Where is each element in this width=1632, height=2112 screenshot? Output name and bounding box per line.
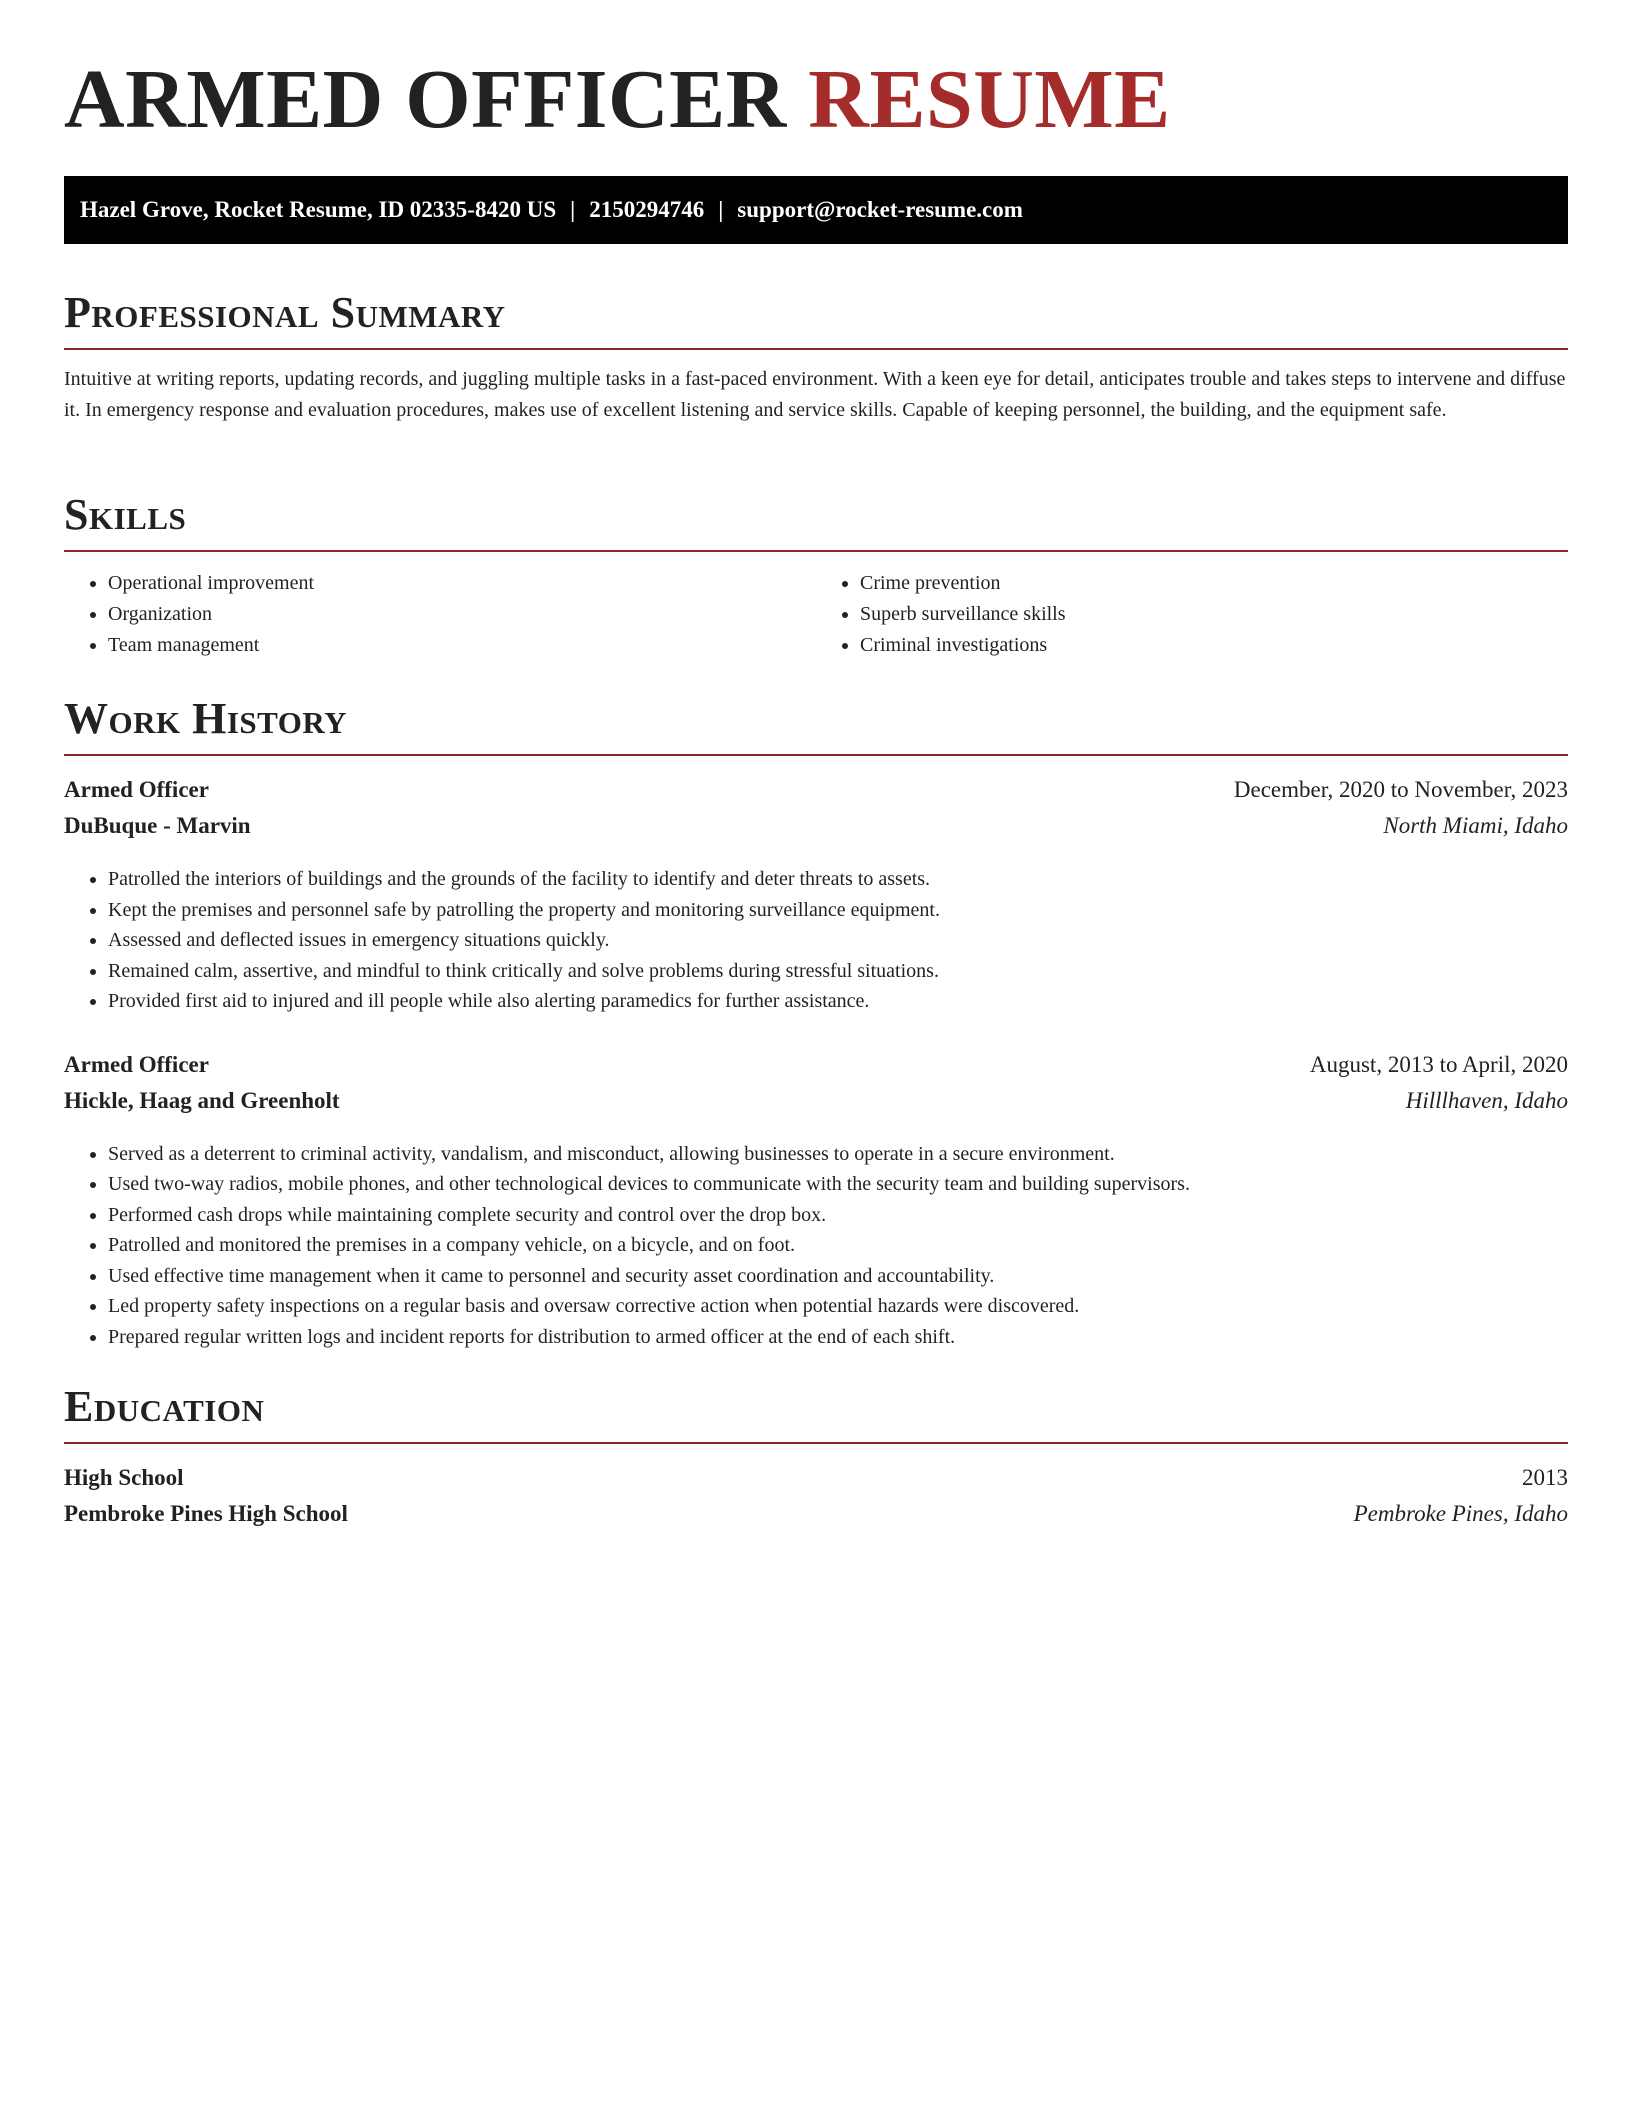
job-bullet: • Patrolled and monitored the premises in a company vehicle, on a bicycle, and on foot. xyxy=(108,1230,1568,1261)
education-degree: High School xyxy=(64,1465,184,1490)
skill-item: • Organization xyxy=(108,599,816,630)
job-company: Hickle, Haag and Greenholt xyxy=(64,1087,340,1113)
education-heading: Education xyxy=(64,1382,265,1431)
job-location: Hilllhaven, Idaho xyxy=(1405,1087,1568,1113)
contact-phone: 2150294746 xyxy=(589,197,705,222)
job-entry xyxy=(64,772,1568,1017)
education-year: 2013 xyxy=(1522,1465,1568,1490)
section-divider xyxy=(64,348,1568,350)
skills-list xyxy=(64,568,1568,661)
title-accent: RESUME xyxy=(808,53,1171,146)
work-history-heading: Work History xyxy=(64,694,348,743)
title-main: ARMED OFFICER xyxy=(64,53,787,146)
contact-separator: | xyxy=(718,197,724,222)
job-bullet: • Used two-way radios, mobile phones, and other technological devices to communicate with the security team and building supervisors. xyxy=(108,1169,1568,1200)
job-company-row xyxy=(64,1083,1568,1119)
job-bullet: • Assessed and deflected issues in emergency situations quickly. xyxy=(108,925,1568,956)
skill-item: • Operational improvement xyxy=(108,568,816,599)
contact-address: Hazel Grove, Rocket Resume, ID 02335-8420 US xyxy=(80,197,557,222)
resume-title xyxy=(64,0,1568,146)
skill-item: • Criminal investigations xyxy=(860,630,1568,661)
job-bullets xyxy=(64,864,1568,1017)
job-bullet: • Remained calm, assertive, and mindful to think critically and solve problems during stressful situations. xyxy=(108,956,1568,987)
job-bullets xyxy=(64,1139,1568,1353)
skills-column-right xyxy=(816,568,1568,661)
work-history-section xyxy=(64,692,1568,1352)
skill-item: • Superb surveillance skills xyxy=(860,599,1568,630)
resume-page xyxy=(64,0,1568,1526)
job-dates: August, 2013 to April, 2020 xyxy=(1309,1051,1568,1077)
job-location: North Miami, Idaho xyxy=(1383,813,1568,838)
job-entry xyxy=(64,1047,1568,1353)
job-title: Armed Officer xyxy=(64,777,209,802)
job-header-row xyxy=(64,772,1568,808)
summary-text: Intuitive at writing reports, updating records, and juggling multiple tasks in a fast-paced environment. With a keen eye for detail, anticipates trouble and takes steps to intervene and diffuse it. In emergency response and evaluation procedures, makes use of excellent listening and service skills. Capable of keeping personnel, the building, and the equipment safe. xyxy=(64,368,1566,421)
skill-item: • Team management xyxy=(108,630,816,661)
section-divider xyxy=(64,754,1568,756)
education-location: Pembroke Pines, Idaho xyxy=(1353,1501,1568,1526)
skills-column-left xyxy=(64,568,816,661)
section-divider xyxy=(64,550,1568,552)
contact-email[interactable]: support@rocket-resume.com xyxy=(737,197,1023,222)
job-company-row xyxy=(64,808,1568,844)
job-title: Armed Officer xyxy=(64,1051,209,1077)
education-school: Pembroke Pines High School xyxy=(64,1501,348,1526)
job-bullet: • Served as a deterrent to criminal activity, vandalism, and misconduct, allowing businesses to operate in a secure environment. xyxy=(108,1139,1568,1170)
job-bullet: • Prepared regular written logs and incident reports for distribution to armed officer at the end of each shift. xyxy=(108,1322,1568,1353)
contact-bar xyxy=(64,176,1568,244)
skill-item: • Crime prevention xyxy=(860,568,1568,599)
job-dates: December, 2020 to November, 2023 xyxy=(1233,777,1568,802)
job-header-row xyxy=(64,1047,1568,1083)
summary-heading: Professional Summary xyxy=(64,288,506,337)
contact-separator: | xyxy=(570,197,576,222)
skills-section xyxy=(64,488,1568,661)
education-degree-row xyxy=(64,1460,1568,1496)
job-bullet: • Performed cash drops while maintaining complete security and control over the drop box. xyxy=(108,1200,1568,1231)
education-section xyxy=(64,1380,1568,1532)
job-bullet: • Provided first aid to injured and ill people while also alerting paramedics for further assistance. xyxy=(108,986,1568,1017)
job-bullet: • Used effective time management when it came to personnel and security asset coordination and accountability. xyxy=(108,1261,1568,1292)
education-school-row xyxy=(64,1496,1568,1532)
job-company: DuBuque - Marvin xyxy=(64,813,251,838)
education-entry xyxy=(64,1460,1568,1532)
section-divider xyxy=(64,1442,1568,1444)
job-bullet: • Led property safety inspections on a regular basis and oversaw corrective action when potential hazards were discovered. xyxy=(108,1291,1568,1322)
skills-heading: Skills xyxy=(64,490,187,539)
job-bullet: • Kept the premises and personnel safe by patrolling the property and monitoring surveillance equipment. xyxy=(108,895,1568,926)
summary-section xyxy=(64,286,1568,426)
job-bullet: • Patrolled the interiors of buildings and the grounds of the facility to identify and deter threats to assets. xyxy=(108,864,1568,895)
